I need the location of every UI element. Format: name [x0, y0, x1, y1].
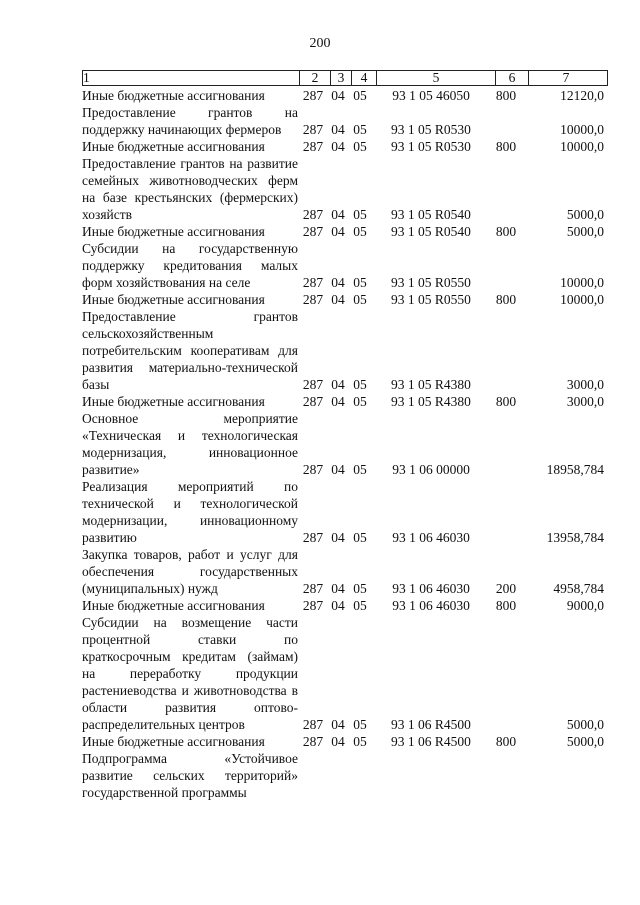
row-name: Основное мероприятие «Техническая и технологическая модернизация, инновационное развитие»	[82, 411, 298, 477]
row-name: Иные бюджетные ассигнования	[82, 88, 265, 103]
header-col-6: 6	[496, 71, 529, 85]
header-col-4: 4	[352, 71, 377, 85]
row-amount: 9000,0	[566, 598, 604, 613]
table-row	[82, 546, 608, 597]
row-subsection: 05	[353, 224, 367, 239]
row-target-article: 93 1 05 R0530	[391, 122, 471, 137]
row-name: Иные бюджетные ассигнования	[82, 292, 265, 307]
row-amount: 5000,0	[566, 224, 604, 239]
table-row	[82, 155, 608, 223]
row-name: Предоставление грантов на развитие семейных животноводческих ферм на базе крестьянских (фермерских) хозяйств	[82, 156, 298, 222]
table-header	[82, 70, 608, 86]
row-code-ministry: 287	[302, 530, 324, 545]
row-expense-type: 800	[495, 88, 517, 103]
row-target-article: 93 1 05 R0550	[391, 275, 471, 290]
table-row	[82, 614, 608, 733]
row-section: 04	[331, 717, 345, 732]
row-target-article: 93 1 06 46030	[392, 581, 470, 596]
header-col-5: 5	[377, 71, 496, 85]
row-name: Предоставление грантов сельскохозяйственным потребительским кооперативам для развития материально-технической базы	[82, 309, 298, 392]
row-subsection: 05	[353, 581, 367, 596]
row-amount: 3000,0	[566, 394, 604, 409]
row-code-ministry: 287	[302, 734, 324, 749]
row-subsection: 05	[353, 88, 367, 103]
row-code-ministry: 287	[302, 122, 324, 137]
row-subsection: 05	[353, 462, 367, 477]
row-amount: 10000,0	[560, 292, 604, 307]
table-row	[82, 750, 608, 801]
row-target-article: 93 1 05 R0530	[391, 139, 471, 154]
row-section: 04	[331, 530, 345, 545]
table-row	[82, 478, 608, 546]
row-subsection: 05	[353, 530, 367, 545]
row-target-article: 93 1 05 R4380	[391, 377, 471, 392]
row-target-article: 93 1 06 00000	[392, 462, 470, 477]
row-amount: 5000,0	[566, 717, 604, 732]
table-row	[82, 223, 608, 240]
row-section: 04	[331, 394, 345, 409]
row-subsection: 05	[353, 139, 367, 154]
row-code-ministry: 287	[302, 394, 324, 409]
row-subsection: 05	[353, 734, 367, 749]
row-target-article: 93 1 05 R0540	[391, 224, 471, 239]
row-name: Закупка товаров, работ и услуг для обеспечения государственных (муниципальных) нужд	[82, 547, 298, 596]
row-name: Субсидии на возмещение части процентной ставки по краткосрочным кредитам (займам) на переработку продукции растениеводства и животноводства в области развития оптово-распределительных центров	[82, 615, 298, 732]
row-section: 04	[331, 377, 345, 392]
table-row	[82, 308, 608, 393]
row-target-article: 93 1 06 R4500	[391, 734, 471, 749]
row-code-ministry: 287	[302, 717, 324, 732]
row-subsection: 05	[353, 292, 367, 307]
row-name: Иные бюджетные ассигнования	[82, 224, 265, 239]
table-row	[82, 393, 608, 410]
row-subsection: 05	[353, 717, 367, 732]
header-col-1: 1	[83, 71, 300, 85]
header-col-2: 2	[300, 71, 331, 85]
row-code-ministry: 287	[302, 581, 324, 596]
row-code-ministry: 287	[302, 377, 324, 392]
row-section: 04	[331, 598, 345, 613]
table-row	[82, 240, 608, 291]
row-subsection: 05	[353, 122, 367, 137]
row-name: Подпрограмма «Устойчивое развитие сельских территорий» государственной программы	[82, 751, 298, 800]
row-code-ministry: 287	[302, 292, 324, 307]
row-subsection: 05	[353, 377, 367, 392]
row-code-ministry: 287	[302, 224, 324, 239]
row-subsection: 05	[353, 598, 367, 613]
table-row	[82, 410, 608, 478]
row-code-ministry: 287	[302, 275, 324, 290]
row-name: Иные бюджетные ассигнования	[82, 598, 265, 613]
row-amount: 5000,0	[566, 734, 604, 749]
header-col-3: 3	[331, 71, 352, 85]
row-expense-type: 800	[495, 292, 517, 307]
page-number: 200	[309, 36, 331, 51]
table-row	[82, 87, 608, 104]
row-section: 04	[331, 88, 345, 103]
row-section: 04	[331, 224, 345, 239]
row-subsection: 05	[353, 207, 367, 222]
row-expense-type: 800	[495, 598, 517, 613]
row-amount: 5000,0	[566, 207, 604, 222]
table-row	[82, 138, 608, 155]
row-amount: 10000,0	[560, 275, 604, 290]
row-target-article: 93 1 06 46030	[392, 598, 470, 613]
row-target-article: 93 1 05 46050	[392, 88, 470, 103]
row-name: Иные бюджетные ассигнования	[82, 139, 265, 154]
row-expense-type: 800	[495, 394, 517, 409]
row-name: Реализация мероприятий по технической и технологической модернизации, инновационному развитию	[82, 479, 298, 545]
row-amount: 18958,784	[546, 462, 604, 477]
row-amount: 13958,784	[546, 530, 604, 545]
row-code-ministry: 287	[302, 88, 324, 103]
row-target-article: 93 1 05 R4380	[391, 394, 471, 409]
row-amount: 4958,784	[553, 581, 604, 596]
row-amount: 10000,0	[560, 139, 604, 154]
row-subsection: 05	[353, 275, 367, 290]
row-section: 04	[331, 207, 345, 222]
row-name: Иные бюджетные ассигнования	[82, 734, 265, 749]
row-expense-type: 800	[495, 734, 517, 749]
table-body	[82, 87, 608, 801]
row-name: Субсидии на государственную поддержку кредитования малых форм хозяйствования на селе	[82, 241, 298, 290]
row-amount: 3000,0	[566, 377, 604, 392]
row-expense-type: 200	[495, 581, 517, 596]
row-section: 04	[331, 292, 345, 307]
row-section: 04	[331, 139, 345, 154]
table-row	[82, 104, 608, 138]
row-name: Иные бюджетные ассигнования	[82, 394, 265, 409]
row-amount: 10000,0	[560, 122, 604, 137]
row-section: 04	[331, 275, 345, 290]
row-target-article: 93 1 05 R0550	[391, 292, 471, 307]
row-code-ministry: 287	[302, 462, 324, 477]
header-col-7: 7	[562, 70, 570, 85]
table-row	[82, 733, 608, 750]
row-code-ministry: 287	[302, 139, 324, 154]
table-row	[82, 597, 608, 614]
row-expense-type: 800	[495, 139, 517, 154]
row-section: 04	[331, 122, 345, 137]
row-target-article: 93 1 06 46030	[392, 530, 470, 545]
row-section: 04	[331, 581, 345, 596]
row-expense-type: 800	[495, 224, 517, 239]
row-amount: 12120,0	[560, 88, 604, 103]
row-name: Предоставление грантов на поддержку начинающих фермеров	[82, 105, 298, 137]
row-section: 04	[331, 734, 345, 749]
row-subsection: 05	[353, 394, 367, 409]
table-row	[82, 291, 608, 308]
row-code-ministry: 287	[302, 598, 324, 613]
row-section: 04	[331, 462, 345, 477]
row-target-article: 93 1 06 R4500	[391, 717, 471, 732]
row-code-ministry: 287	[302, 207, 324, 222]
row-target-article: 93 1 05 R0540	[391, 207, 471, 222]
